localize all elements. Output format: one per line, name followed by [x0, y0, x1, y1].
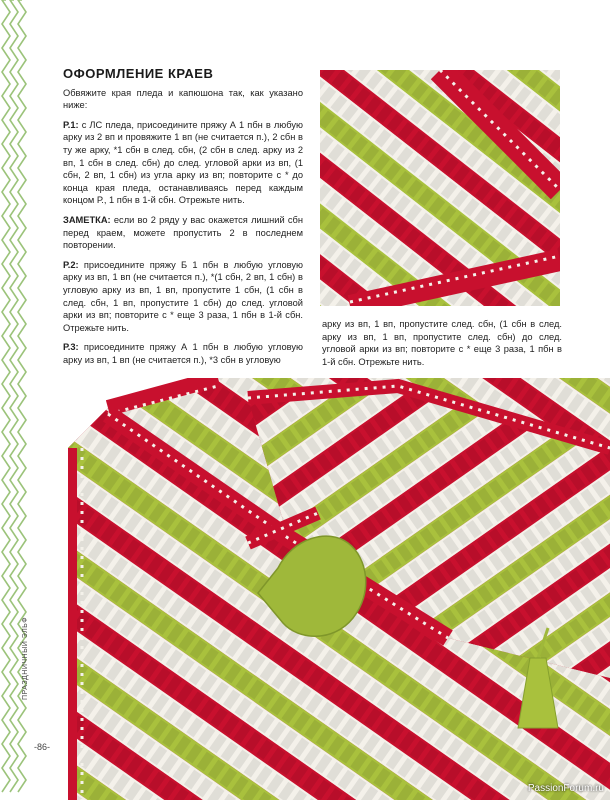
note-paragraph: [63, 214, 303, 252]
watermark: PassionForum.ru: [527, 783, 604, 794]
continuation-text: арку из вп, 1 вп, пропустите след. сбн, (1 сбн в след. арку из вп, 1 вп, пропустите след. сбн) до след. угловой арки из вп; повторите с * еще 3 раза, 1 пбн в 1-й сбн. Отрежьте нить.: [322, 319, 562, 367]
intro-paragraph: Обвяжите края пледа и капюшона так, как указано ниже:: [63, 87, 303, 111]
instructions-column: [63, 68, 303, 373]
row3-paragraph: [63, 341, 303, 366]
row1-label: Р.1:: [63, 119, 79, 130]
page-number: -86-: [34, 742, 51, 752]
continuation-column: [322, 318, 562, 368]
row1-text: с ЛС пледа, присоедините пряжу А 1 пбн в любую арку из 2 вп и провяжите 1 вп (не считается п.), 2 сбн в ту же арку, *1 сбн в след. сбн, (2 сбн в след. арку из 2 вп, 1 сбн в след. сбн) до след. угловой арки из вп, (1 сбн, 2 вп, 1 сбн) из угла арку из вп; повторите с * до конца края пледа, останавливаясь перед каждым концом Р., 1 пбн в 1-й сбн. Отрежьте нить.: [63, 119, 303, 206]
side-label: ПРАЗДНИЧНЫЙ ЭЛЬФ: [22, 616, 29, 700]
row3-label: Р.3:: [63, 342, 79, 353]
blanket-photo: [68, 378, 610, 800]
row2-paragraph: [63, 259, 303, 335]
row2-label: Р.2:: [63, 259, 79, 270]
closeup-photo: [320, 70, 560, 306]
section-title: ОФОРМЛЕНИЕ КРАЕВ: [63, 66, 214, 81]
row1-paragraph: [63, 119, 303, 207]
note-label: ЗАМЕТКА:: [63, 214, 111, 225]
note-text: если во 2 ряду у вас окажется лишний сбн перед краем, можете пропустить 2 в последнем повторении.: [63, 214, 303, 251]
row2-text: присоедините пряжу Б 1 пбн в любую угловую арку из вп, 1 вп (не считается п.), *(1 сбн, 2 вп, 1 сбн) в угловую арку из вп, 1 вп, пропустите 1 сбн, (1 сбн в след. сбн, 1 вп, пропустите 1 сбн) до след. угловой арки из вп; повторите с * еще 3 раза, 1 пбн в 1-й сбн. Отрежьте нить.: [63, 259, 303, 333]
row3-text: присоедините пряжу А 1 пбн в любую угловую арку из вп, 1 вп (не считается п.), *3 сбн в угловую: [63, 342, 303, 365]
